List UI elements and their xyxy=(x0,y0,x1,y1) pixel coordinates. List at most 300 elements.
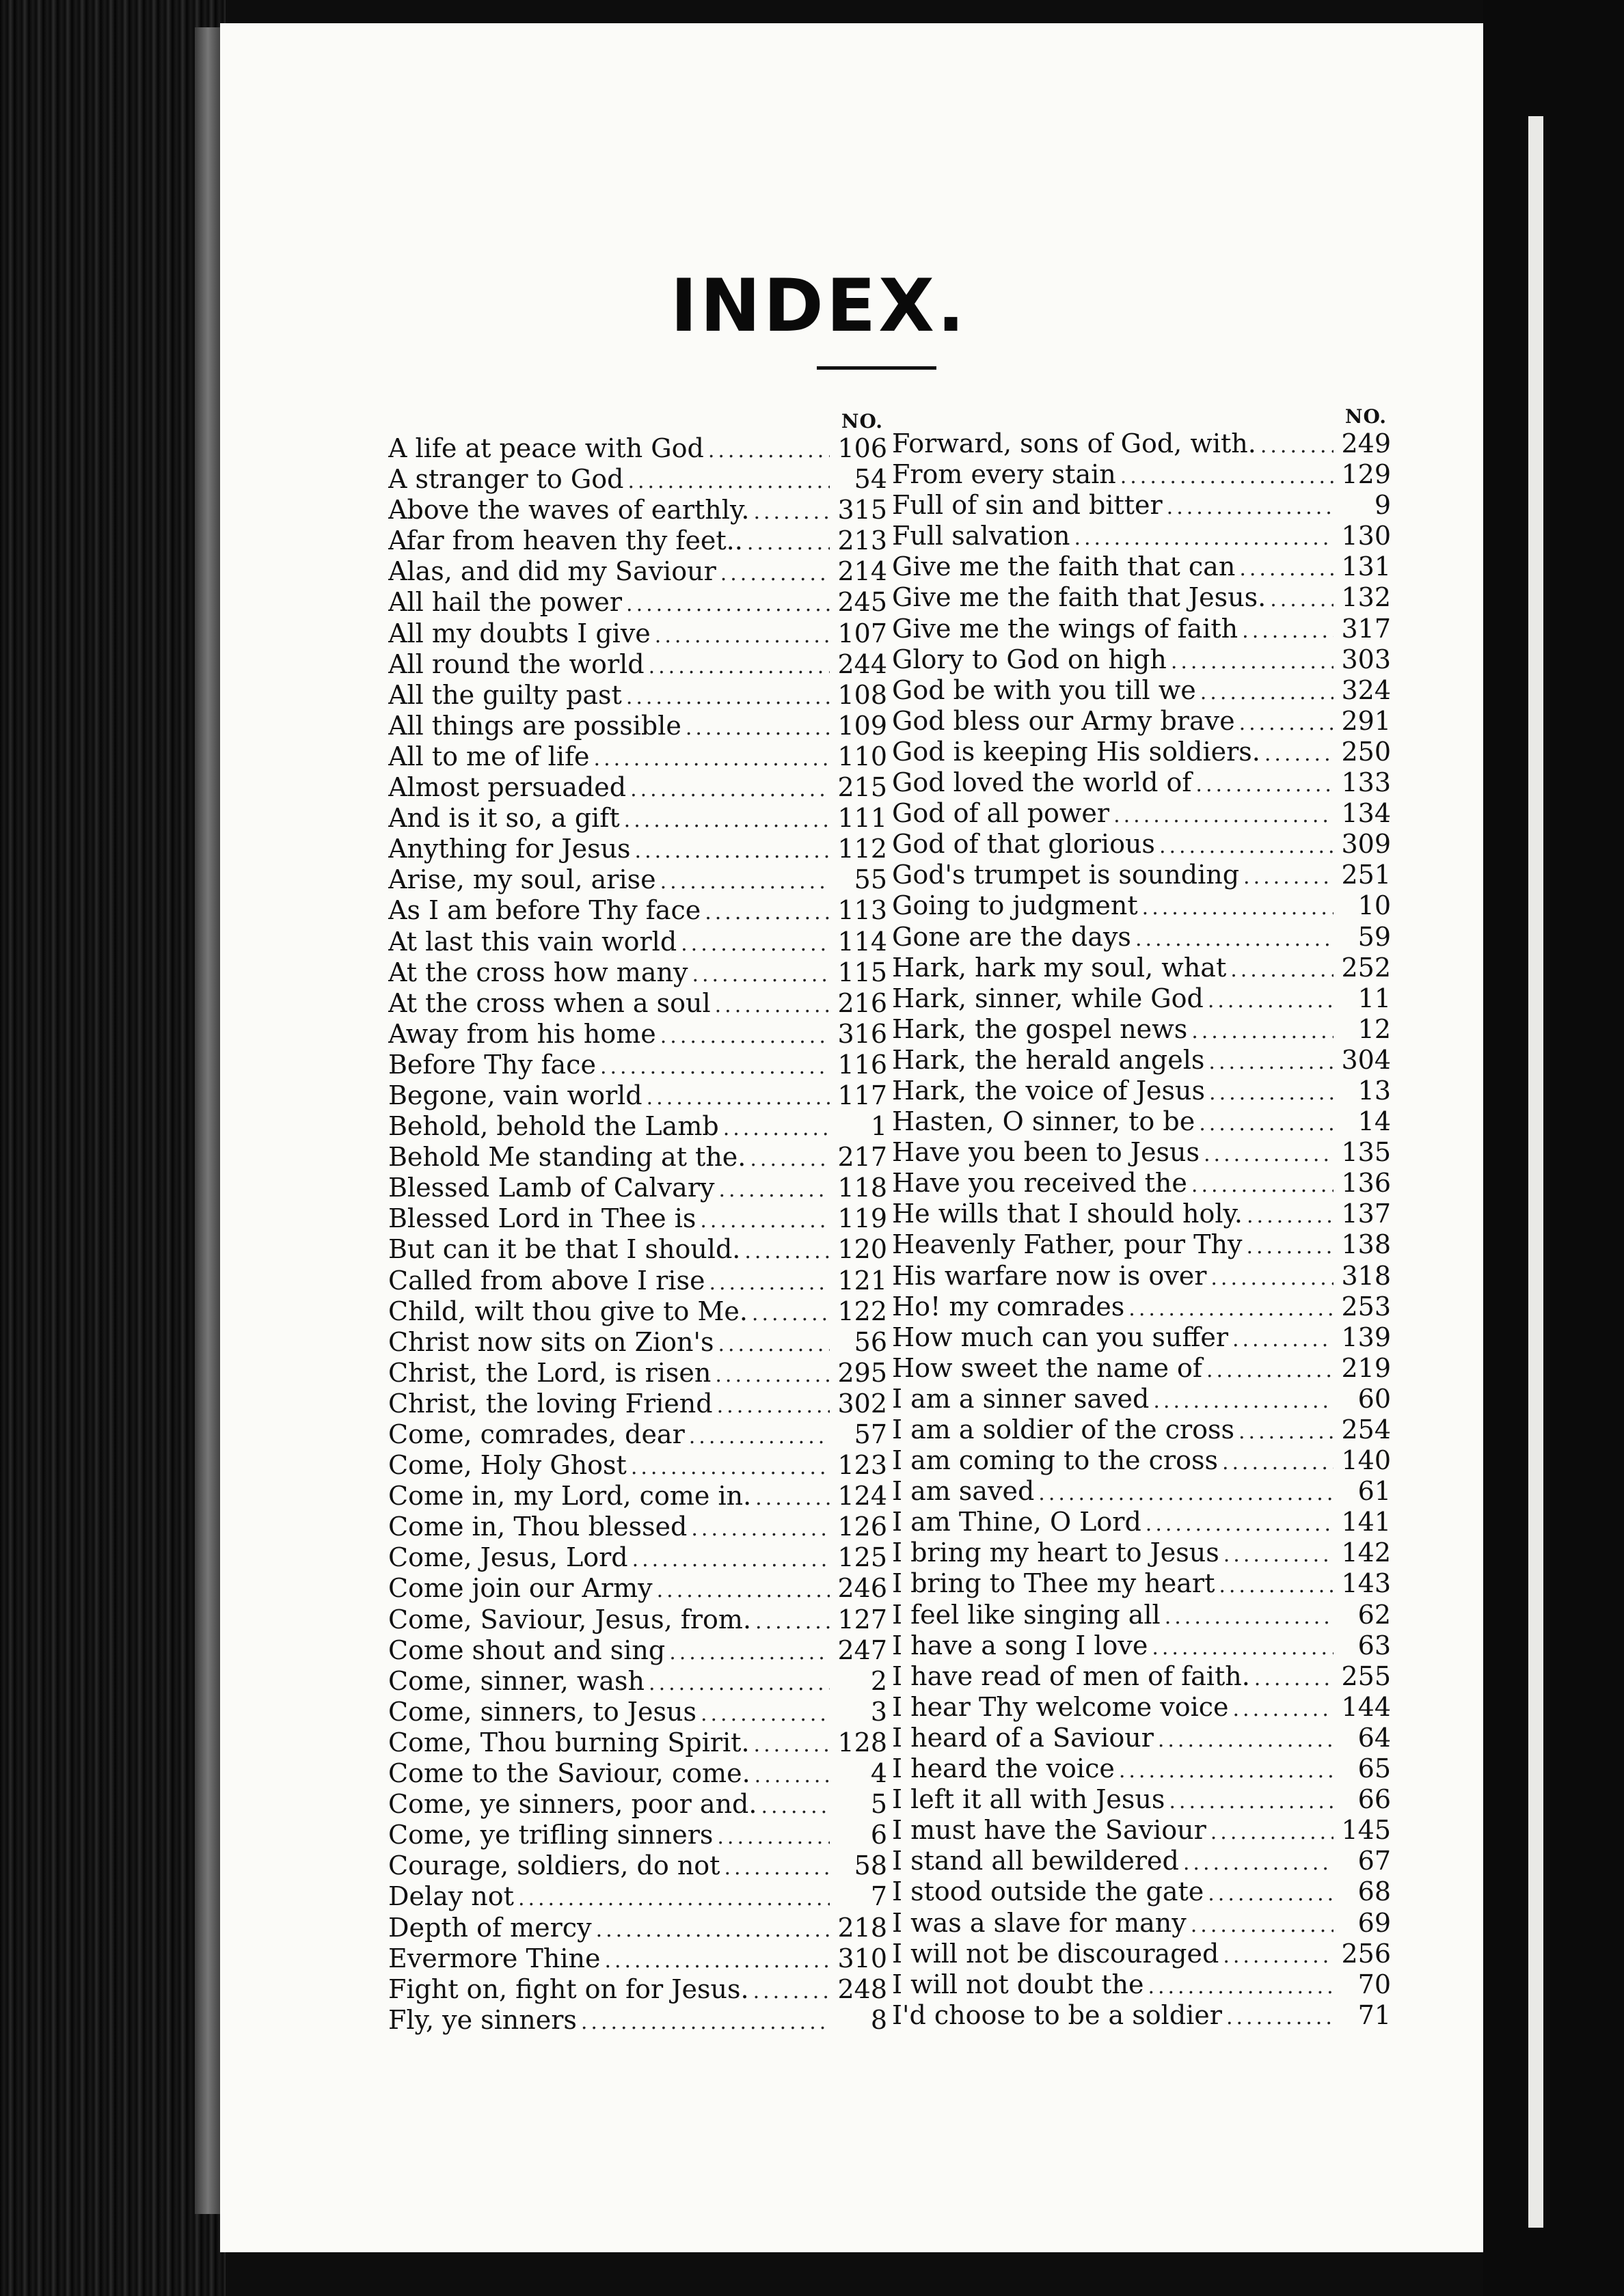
index-entry xyxy=(388,1019,887,1050)
dot-leader xyxy=(747,531,830,555)
entry-title: Come, Jesus, Lord xyxy=(388,1542,628,1573)
entry-title: I am saved xyxy=(892,1476,1035,1507)
dot-leader xyxy=(681,932,830,956)
index-entry xyxy=(892,1568,1391,1599)
entry-title: All the guilty past xyxy=(388,679,622,710)
index-entry xyxy=(892,1876,1391,1907)
index-entry xyxy=(892,983,1391,1014)
entry-number: 145 xyxy=(1341,1815,1391,1846)
dot-leader xyxy=(718,1332,830,1356)
entry-number: 107 xyxy=(837,618,887,648)
entry-title: I will not be discouraged xyxy=(892,1938,1219,1969)
dot-leader xyxy=(752,1302,830,1326)
entry-title: Have you been to Jesus xyxy=(892,1137,1200,1168)
index-entry xyxy=(892,1661,1391,1692)
dot-leader xyxy=(1159,834,1334,858)
entry-number: 142 xyxy=(1341,1538,1391,1568)
entry-title: Come, comrades, dear xyxy=(388,1419,685,1449)
dot-leader xyxy=(1210,1266,1334,1290)
dot-leader xyxy=(626,685,830,709)
dot-leader xyxy=(1239,557,1334,581)
index-entry xyxy=(892,2000,1391,2031)
dot-leader xyxy=(691,1517,830,1541)
entry-number: 303 xyxy=(1341,644,1391,674)
index-entry xyxy=(892,1014,1391,1045)
entry-number: 112 xyxy=(837,834,887,864)
entry-title: All to me of life xyxy=(388,741,590,771)
entry-number: 63 xyxy=(1357,1630,1391,1660)
dot-leader xyxy=(655,624,830,648)
entry-number: 12 xyxy=(1357,1013,1391,1044)
dot-leader xyxy=(1148,1975,1334,1999)
entry-title: Come, sinners, to Jesus xyxy=(388,1696,696,1727)
dot-leader xyxy=(669,1641,830,1665)
entry-title: Arise, my soul, arise xyxy=(388,864,656,895)
index-entry xyxy=(892,551,1391,582)
dot-leader xyxy=(1199,1112,1334,1136)
index-entry xyxy=(892,1445,1391,1476)
index-entry xyxy=(388,495,887,525)
entry-number: 134 xyxy=(1341,798,1391,829)
dot-leader xyxy=(1222,1451,1334,1475)
entry-title: Full salvation xyxy=(892,521,1070,551)
entry-title: I heard of a Saviour xyxy=(892,1722,1154,1753)
index-entry xyxy=(892,428,1391,459)
index-list xyxy=(388,433,887,2036)
entry-number: 310 xyxy=(837,1943,887,1973)
index-entry xyxy=(892,1630,1391,1661)
dot-leader xyxy=(755,1764,830,1788)
entry-title: I am coming to the cross xyxy=(892,1445,1218,1476)
entry-number: 135 xyxy=(1341,1137,1391,1168)
entry-title: Afar from heaven thy feet.. xyxy=(388,525,743,556)
index-entry xyxy=(388,1697,887,1727)
index-entry xyxy=(892,706,1391,737)
entry-number: 13 xyxy=(1357,1075,1391,1106)
entry-number: 68 xyxy=(1357,1876,1391,1907)
entry-title: Come, sinner, wash xyxy=(388,1665,645,1696)
entry-number: 215 xyxy=(837,772,887,803)
dot-leader xyxy=(649,655,830,679)
index-entry xyxy=(892,1969,1391,2000)
entry-number: 125 xyxy=(837,1542,887,1573)
number-column-header: NO. xyxy=(1344,405,1387,428)
entry-number: 7 xyxy=(870,1881,887,1912)
dot-leader xyxy=(1191,1173,1334,1197)
index-entry xyxy=(892,1753,1391,1784)
entry-title: Come to the Saviour, come. xyxy=(388,1758,750,1789)
dot-leader xyxy=(647,1086,830,1110)
index-entry xyxy=(388,1419,887,1450)
dot-leader xyxy=(1191,1913,1334,1937)
index-list xyxy=(892,428,1391,2031)
entry-title: Blessed Lord in Thee is xyxy=(388,1203,696,1234)
dot-leader xyxy=(624,808,830,832)
dot-leader xyxy=(1243,865,1334,889)
dot-leader xyxy=(594,747,830,771)
index-entry xyxy=(892,737,1391,767)
entry-number: 132 xyxy=(1341,582,1391,613)
dot-leader xyxy=(717,1825,830,1849)
entry-title: I have a song I love xyxy=(892,1630,1148,1660)
index-entry xyxy=(388,464,887,495)
dot-leader xyxy=(600,1055,830,1079)
dot-leader xyxy=(518,1887,830,1911)
dot-leader xyxy=(660,870,830,894)
dot-leader xyxy=(708,439,830,463)
entry-number: 254 xyxy=(1341,1414,1391,1445)
entry-title: Hasten, O sinner, to be xyxy=(892,1106,1195,1137)
entry-number: 140 xyxy=(1341,1445,1391,1476)
entry-title: I heard the voice xyxy=(892,1753,1115,1784)
index-entry xyxy=(388,1913,887,1943)
index-entry xyxy=(388,587,887,618)
index-entry xyxy=(388,1173,887,1203)
index-entry xyxy=(892,459,1391,490)
entry-title: Delay not xyxy=(388,1881,514,1912)
index-entry xyxy=(388,741,887,772)
entry-title: Away from his home xyxy=(388,1018,656,1049)
entry-title: At the cross when a soul xyxy=(388,987,711,1018)
index-entry xyxy=(388,1080,887,1111)
dot-leader xyxy=(1254,1667,1334,1691)
entry-title: Full of sin and bitter xyxy=(892,490,1163,521)
entry-title: I was a slave for many xyxy=(892,1907,1187,1938)
dot-leader xyxy=(686,716,830,740)
entry-title: God loved the world of xyxy=(892,767,1192,798)
index-entry xyxy=(388,1727,887,1758)
index-entry xyxy=(388,2005,887,2036)
entry-title: Come, Thou burning Spirit. xyxy=(388,1727,750,1758)
entry-title: Called from above I rise xyxy=(388,1265,705,1296)
entry-number: 219 xyxy=(1341,1352,1391,1383)
dot-leader xyxy=(723,1117,830,1140)
entry-number: 124 xyxy=(837,1481,887,1512)
index-entry xyxy=(388,1142,887,1173)
dot-leader xyxy=(626,592,830,616)
dot-leader xyxy=(1142,896,1334,920)
entry-title: How much can you suffer xyxy=(892,1322,1228,1352)
entry-number: 318 xyxy=(1341,1260,1391,1291)
entry-title: All hail the power xyxy=(388,587,623,618)
index-entry xyxy=(388,433,887,464)
entry-number: 67 xyxy=(1357,1846,1391,1876)
index-entry xyxy=(388,1234,887,1265)
entry-number: 66 xyxy=(1357,1784,1391,1815)
entry-number: 6 xyxy=(870,1820,887,1850)
entry-number: 110 xyxy=(837,741,887,771)
index-entry xyxy=(892,1045,1391,1076)
dot-leader xyxy=(753,1980,830,2004)
dot-leader xyxy=(1270,588,1334,612)
entry-title: Anything for Jesus xyxy=(388,834,631,864)
entry-number: 116 xyxy=(837,1049,887,1080)
next-page-edge xyxy=(1528,116,1543,2228)
index-entry xyxy=(388,1050,887,1080)
dot-leader xyxy=(1169,1790,1334,1814)
index-entry xyxy=(388,772,887,803)
entry-number: 71 xyxy=(1357,1999,1391,2030)
dot-leader xyxy=(744,1240,830,1263)
entry-title: Come join our Army xyxy=(388,1573,653,1604)
entry-number: 62 xyxy=(1357,1599,1391,1630)
index-entry xyxy=(388,1881,887,1912)
dot-leader xyxy=(1135,927,1334,951)
entry-number: 11 xyxy=(1357,983,1391,1013)
entry-number: 111 xyxy=(837,803,887,834)
index-entry xyxy=(388,1266,887,1296)
entry-number: 3 xyxy=(870,1696,887,1727)
entry-number: 214 xyxy=(837,556,887,587)
dot-leader xyxy=(700,1209,830,1233)
dot-leader xyxy=(1171,650,1334,674)
dot-leader xyxy=(1246,1235,1334,1259)
dot-leader xyxy=(1264,742,1334,766)
entry-title: God bless our Army brave xyxy=(892,705,1235,736)
page-title: INDEX. xyxy=(670,264,968,348)
index-entry xyxy=(892,582,1391,613)
entry-number: 121 xyxy=(837,1265,887,1296)
index-entry xyxy=(388,525,887,556)
entry-number: 115 xyxy=(837,957,887,987)
index-entry xyxy=(892,1600,1391,1630)
dot-leader xyxy=(1191,1020,1334,1043)
dot-leader xyxy=(581,2010,830,2034)
dot-leader xyxy=(1120,465,1334,489)
entry-title: Hark, hark my soul, what xyxy=(892,952,1227,983)
entry-number: 55 xyxy=(854,864,887,895)
entry-title: God of all power xyxy=(892,798,1110,829)
dot-leader xyxy=(630,778,830,802)
index-entry xyxy=(892,1908,1391,1939)
entry-title: Hark, the gospel news xyxy=(892,1013,1188,1044)
index-entry xyxy=(892,1414,1391,1445)
entry-number: 8 xyxy=(870,2004,887,2035)
index-entry xyxy=(892,767,1391,798)
entry-number: 253 xyxy=(1341,1291,1391,1322)
dot-leader xyxy=(1242,619,1334,643)
entry-number: 9 xyxy=(1374,490,1391,521)
entry-number: 248 xyxy=(837,1973,887,2004)
entry-number: 324 xyxy=(1341,674,1391,705)
dot-leader xyxy=(1210,1820,1334,1844)
entry-title: How sweet the name of xyxy=(892,1352,1202,1383)
entry-number: 60 xyxy=(1357,1383,1391,1414)
entry-number: 61 xyxy=(1357,1476,1391,1507)
entry-number: 106 xyxy=(837,433,887,463)
index-entry xyxy=(388,1327,887,1358)
entry-title: Hark, the herald angels xyxy=(892,1044,1205,1075)
entry-title: I have read of men of faith. xyxy=(892,1660,1250,1691)
entry-number: 304 xyxy=(1341,1044,1391,1075)
index-entry xyxy=(892,1353,1391,1384)
entry-number: 56 xyxy=(854,1326,887,1357)
index-entry xyxy=(388,1789,887,1820)
index-column-left xyxy=(388,410,887,2036)
dot-leader xyxy=(750,1147,830,1171)
index-entry xyxy=(388,1850,887,1881)
entry-number: 14 xyxy=(1357,1106,1391,1137)
entry-title: Alas, and did my Saviour xyxy=(388,556,716,587)
entry-title: Ho! my comrades xyxy=(892,1291,1125,1322)
entry-title: But can it be that I should. xyxy=(388,1234,741,1265)
entry-number: 5 xyxy=(870,1789,887,1820)
index-entry xyxy=(892,675,1391,706)
dot-leader xyxy=(705,901,830,925)
entry-title: Fly, ye sinners xyxy=(388,2004,577,2035)
entry-number: 137 xyxy=(1341,1199,1391,1229)
dot-leader xyxy=(724,1856,830,1880)
index-entry xyxy=(388,1512,887,1542)
entry-number: 133 xyxy=(1341,767,1391,798)
entry-title: As I am before Thy face xyxy=(388,895,701,926)
dot-leader xyxy=(1209,1081,1334,1105)
index-entry xyxy=(892,860,1391,890)
dot-leader xyxy=(1208,1050,1334,1074)
index-entry xyxy=(892,490,1391,521)
index-entry xyxy=(892,1292,1391,1322)
entry-title: Come, Holy Ghost xyxy=(388,1450,627,1481)
entry-title: I hear Thy welcome voice xyxy=(892,1691,1229,1722)
entry-title: A stranger to God xyxy=(388,464,624,495)
index-entry xyxy=(388,1666,887,1697)
entry-number: 291 xyxy=(1341,705,1391,736)
dot-leader xyxy=(1247,1204,1334,1228)
index-entry xyxy=(892,798,1391,829)
entry-title: Going to judgment xyxy=(892,890,1138,921)
entry-number: 141 xyxy=(1341,1507,1391,1538)
entry-title: I bring to Thee my heart xyxy=(892,1568,1215,1599)
index-entry xyxy=(388,864,887,895)
entry-number: 128 xyxy=(837,1727,887,1758)
entry-title: Above the waves of earthly. xyxy=(388,495,750,525)
entry-title: Christ, the Lord, is risen xyxy=(388,1357,712,1388)
entry-title: Christ, the loving Friend xyxy=(388,1388,713,1419)
entry-title: Come, ye trifling sinners xyxy=(388,1820,714,1850)
entry-number: 255 xyxy=(1341,1660,1391,1691)
entry-number: 252 xyxy=(1341,952,1391,983)
index-entry xyxy=(892,1538,1391,1568)
entry-title: I am a soldier of the cross xyxy=(892,1414,1234,1445)
dot-leader xyxy=(657,1578,830,1602)
dot-leader xyxy=(635,839,830,863)
index-entry xyxy=(388,1450,887,1481)
entry-title: Give me the faith that can xyxy=(892,551,1236,582)
dot-leader xyxy=(1167,495,1334,519)
index-entry xyxy=(892,922,1391,953)
index-entry xyxy=(892,1723,1391,1753)
entry-number: 126 xyxy=(837,1512,887,1542)
entry-title: All round the world xyxy=(388,648,645,679)
index-entry xyxy=(892,890,1391,921)
entry-number: 120 xyxy=(837,1234,887,1265)
index-entry xyxy=(388,1111,887,1142)
dot-leader xyxy=(753,500,830,524)
dot-leader xyxy=(1239,1420,1334,1444)
index-entry xyxy=(388,957,887,988)
dot-leader xyxy=(1226,2006,1334,2030)
index-entry xyxy=(892,1076,1391,1106)
entry-number: 309 xyxy=(1341,829,1391,860)
entry-title: Give me the wings of faith xyxy=(892,613,1239,644)
entry-number: 247 xyxy=(837,1635,887,1665)
dot-leader xyxy=(1158,1728,1334,1752)
index-entry xyxy=(892,1106,1391,1137)
dot-leader xyxy=(1038,1481,1334,1505)
entry-title: He wills that I should holy. xyxy=(892,1199,1243,1229)
entry-title: A life at peace with God xyxy=(388,433,704,463)
entry-number: 143 xyxy=(1341,1568,1391,1599)
index-entry xyxy=(892,614,1391,644)
index-entry xyxy=(892,953,1391,983)
dot-leader xyxy=(1208,1882,1334,1906)
entry-number: 249 xyxy=(1341,428,1391,459)
entry-title: At last this vain world xyxy=(388,926,677,957)
dot-leader xyxy=(709,1271,830,1295)
index-entry xyxy=(892,1507,1391,1538)
index-entry xyxy=(388,803,887,834)
dot-leader xyxy=(604,1949,830,1973)
entry-number: 118 xyxy=(837,1173,887,1203)
index-entry xyxy=(388,711,887,741)
entry-number: 316 xyxy=(837,1018,887,1049)
dot-leader xyxy=(1165,1605,1334,1629)
dot-leader xyxy=(715,994,830,1017)
entry-title: Hark, sinner, while God xyxy=(892,983,1204,1013)
index-entry xyxy=(892,1261,1391,1292)
index-entry xyxy=(388,1635,887,1666)
entry-title: All things are possible xyxy=(388,710,681,741)
entry-number: 4 xyxy=(870,1758,887,1789)
dot-leader xyxy=(755,1486,830,1510)
entry-number: 123 xyxy=(837,1450,887,1481)
index-entry xyxy=(388,1974,887,2005)
index-entry xyxy=(892,1815,1391,1846)
entry-number: 109 xyxy=(837,710,887,741)
dot-leader xyxy=(631,1456,830,1479)
entry-number: 122 xyxy=(837,1296,887,1326)
index-entry xyxy=(388,1820,887,1850)
entry-title: I must have the Saviour xyxy=(892,1815,1206,1846)
dot-leader xyxy=(1152,1636,1334,1660)
entry-title: Come in, Thou blessed xyxy=(388,1512,688,1542)
dot-leader xyxy=(1153,1389,1334,1413)
index-column-right xyxy=(892,405,1391,2031)
entry-title: At the cross how many xyxy=(388,957,688,987)
entry-title: I left it all with Jesus xyxy=(892,1784,1165,1815)
entry-number: 218 xyxy=(837,1912,887,1943)
entry-title: Courage, soldiers, do not xyxy=(388,1850,720,1881)
entry-title: I stand all bewildered xyxy=(892,1846,1179,1876)
dot-leader xyxy=(718,1178,830,1202)
entry-title: Give me the faith that Jesus. xyxy=(892,582,1267,613)
entry-title: Almost persuaded xyxy=(388,772,627,803)
entry-title: Fight on, fight on for Jesus. xyxy=(388,1973,749,2004)
entry-title: I will not doubt the xyxy=(892,1969,1144,1999)
entry-title: Begone, vain world xyxy=(388,1080,642,1110)
entry-number: 59 xyxy=(1357,921,1391,952)
dot-leader xyxy=(755,1610,830,1634)
entry-title: I bring my heart to Jesus xyxy=(892,1538,1219,1568)
dot-leader xyxy=(1239,711,1334,735)
index-entry xyxy=(388,1358,887,1389)
dot-leader xyxy=(1206,1358,1334,1382)
entry-title: Child, wilt thou give to Me. xyxy=(388,1296,748,1326)
dot-leader xyxy=(1200,681,1334,705)
dot-leader xyxy=(1074,526,1334,550)
entry-number: 213 xyxy=(837,525,887,556)
dot-leader xyxy=(1223,1543,1334,1567)
